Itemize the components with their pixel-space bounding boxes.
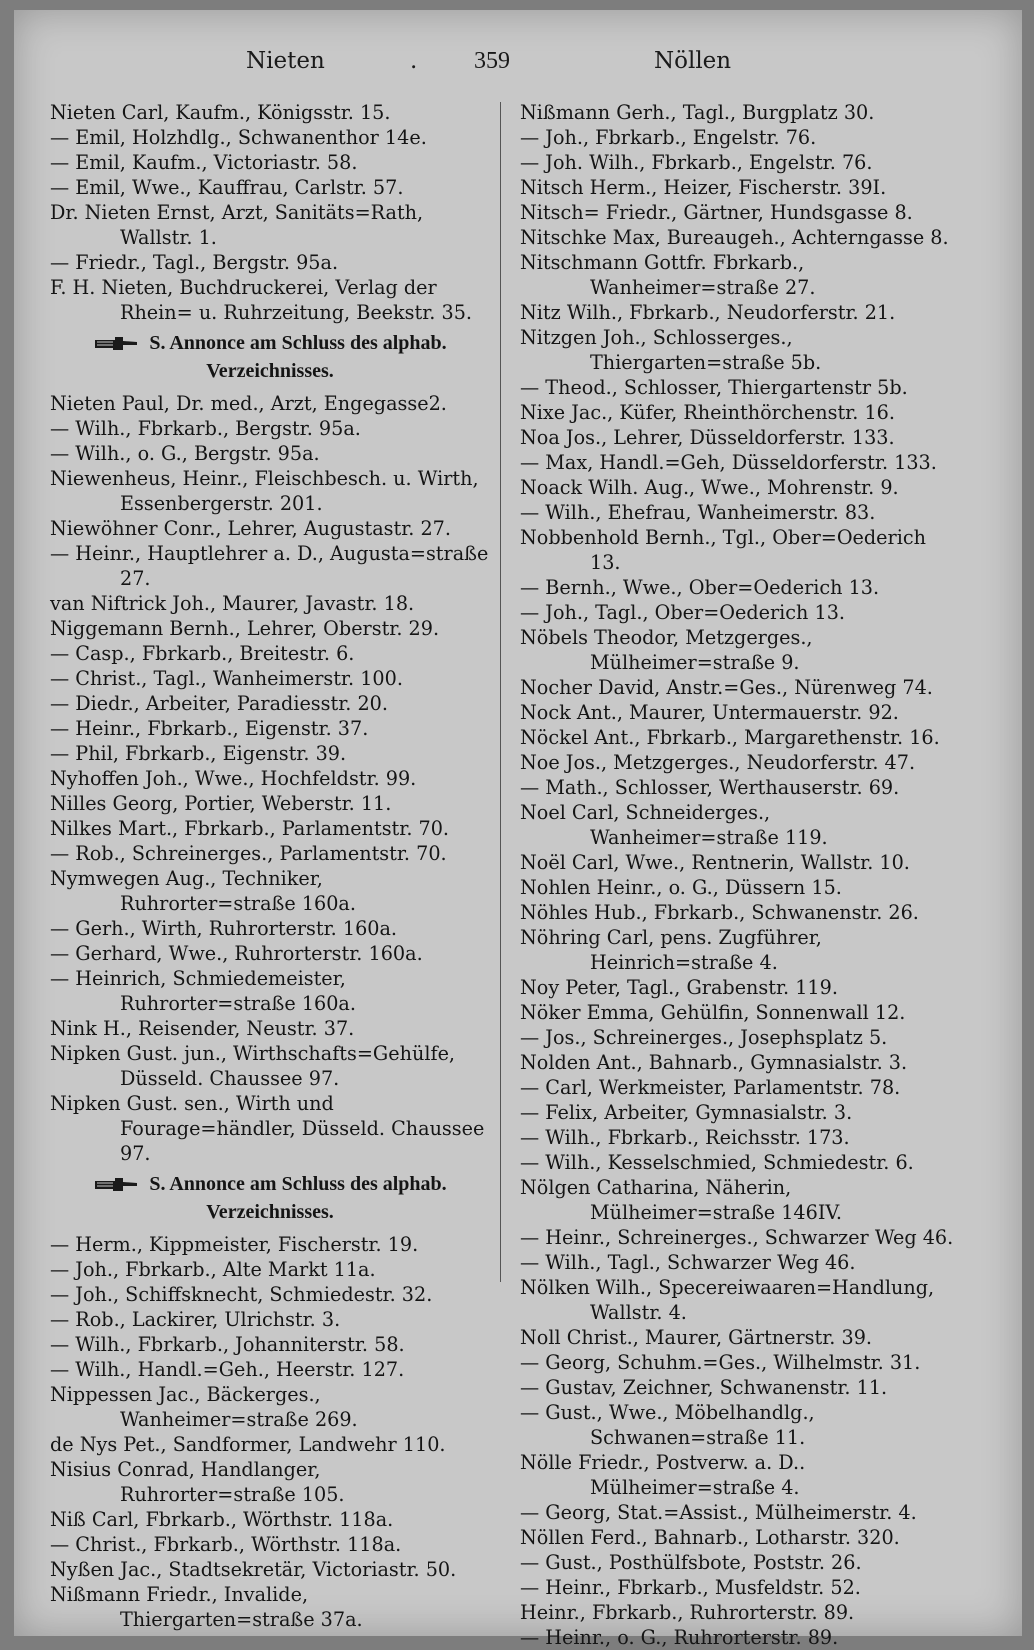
directory-entry: — Wilh., o. G., Bergstr. 95a. bbox=[50, 442, 320, 465]
directory-entry: Nilles Georg, Portier, Weberstr. 11. bbox=[50, 792, 392, 815]
directory-entry: — Bernh., Wwe., Ober=Oederich 13. bbox=[520, 576, 880, 599]
directory-entry: — Diedr., Arbeiter, Paradiesstr. 20. bbox=[50, 692, 388, 715]
directory-entry: — Emil, Holzhdlg., Schwanenthor 14e. bbox=[50, 126, 427, 149]
directory-entry: — Georg, Stat.=Assist., Mülheimerstr. 4. bbox=[520, 1501, 917, 1524]
directory-entry: Nöbels Theodor, Metzgerges., Mülheimer=straße 9. bbox=[520, 626, 819, 674]
directory-entry: Nißmann Friedr., Invalide, Thiergarten=straße 37a. bbox=[50, 1583, 363, 1631]
pointing-hand-icon bbox=[93, 1177, 139, 1193]
directory-entry: — Christ., Fbrkarb., Wörthstr. 118a. bbox=[50, 1533, 402, 1556]
directory-entry: Noack Wilh. Aug., Wwe., Mohrenstr. 9. bbox=[520, 476, 899, 499]
directory-entry: — Heinr., Schreinerges., Schwarzer Weg 46. bbox=[520, 1226, 954, 1249]
advertisement-note-text: S. Annonce am Schluss des alphab. Verzeichnisses. bbox=[149, 1173, 452, 1223]
directory-entry: Noa Jos., Lehrer, Düsseldorferstr. 133. bbox=[520, 426, 895, 449]
directory-entry: Nitschke Max, Bureaugeh., Achterngasse 8. bbox=[520, 226, 949, 249]
directory-entry: Nölgen Catharina, Näherin, Mülheimer=straße 146IV. bbox=[520, 1176, 843, 1224]
directory-entry: Nöhring Carl, pens. Zugführer, Heinrich=straße 4. bbox=[520, 926, 829, 974]
left-column bbox=[50, 100, 495, 1632]
directory-entry: — Wilh., Fbrkarb., Bergstr. 95a. bbox=[50, 417, 361, 440]
directory-entry: — Theod., Schlosser, Thiergartenstr 5b. bbox=[520, 376, 908, 399]
directory-entry: — Rob., Lackirer, Ulrichstr. 3. bbox=[50, 1308, 341, 1331]
directory-entry: — Gust., Wwe., Möbelhandlg., Schwanen=straße 11. bbox=[520, 1401, 821, 1449]
directory-entry: — Heinr., Fbrkarb., Eigenstr. 37. bbox=[50, 717, 369, 740]
directory-entry: Nink H., Reisender, Neustr. 37. bbox=[50, 1017, 355, 1040]
directory-entry: Noy Peter, Tagl., Grabenstr. 119. bbox=[520, 976, 838, 999]
directory-entry: — Math., Schlosser, Werthauserstr. 69. bbox=[520, 776, 900, 799]
right-column bbox=[520, 100, 960, 1650]
directory-entry: Nöhles Hub., Fbrkarb., Schwanenstr. 26. bbox=[520, 901, 919, 924]
directory-entry: — Casp., Fbrkarb., Breitestr. 6. bbox=[50, 642, 355, 665]
directory-entry: — Wilh., Kesselschmied, Schmiedestr. 6. bbox=[520, 1151, 914, 1174]
directory-entry: Noel Carl, Schneiderges., Wanheimer=straße 119. bbox=[520, 801, 828, 849]
page-number: 359 bbox=[474, 48, 510, 74]
directory-entry: — Wilh., Ehefrau, Wanheimerstr. 83. bbox=[520, 501, 876, 524]
directory-entry: — Wilh., Tagl., Schwarzer Weg 46. bbox=[520, 1251, 856, 1274]
directory-entry: — Joh., Fbrkarb., Engelstr. 76. bbox=[520, 126, 817, 149]
directory-entry: — Heinr., o. G., Ruhrorterstr. 89. bbox=[520, 1626, 839, 1649]
directory-entry: Nobbenhold Bernh., Tgl., Ober=Oederich 13. bbox=[520, 526, 933, 574]
directory-entry: Nipken Gust. sen., Wirth und Fourage=händler, Düsseld. Chaussee 97. bbox=[50, 1092, 491, 1165]
header-dot: . bbox=[410, 48, 418, 74]
directory-entry: Nyßen Jac., Stadtsekretär, Victoriastr. 50. bbox=[50, 1558, 457, 1581]
directory-entry: — Herm., Kippmeister, Fischerstr. 19. bbox=[50, 1233, 419, 1256]
directory-entry: — Gerhard, Wwe., Ruhrorterstr. 160a. bbox=[50, 942, 423, 965]
directory-entry: Noe Jos., Metzgerges., Neudorferstr. 47. bbox=[520, 751, 916, 774]
directory-entry: Nöckel Ant., Fbrkarb., Margarethenstr. 16. bbox=[520, 726, 940, 749]
directory-entry: — Jos., Schreinerges., Josephsplatz 5. bbox=[520, 1026, 888, 1049]
directory-entry: Niß Carl, Fbrkarb., Wörthstr. 118a. bbox=[50, 1508, 394, 1531]
directory-entry: Nißmann Gerh., Tagl., Burgplatz 30. bbox=[520, 101, 875, 124]
directory-entry: Nolden Ant., Bahnarb., Gymnasialstr. 3. bbox=[520, 1051, 908, 1074]
directory-entry: Nocher David, Anstr.=Ges., Nürenweg 74. bbox=[520, 676, 933, 699]
directory-entry: — Emil, Kaufm., Victoriastr. 58. bbox=[50, 151, 358, 174]
pointing-hand-icon bbox=[93, 336, 139, 352]
directory-entry: Nock Ant., Maurer, Untermauerstr. 92. bbox=[520, 701, 899, 724]
directory-entry: — Wilh., Handl.=Geh., Heerstr. 127. bbox=[50, 1358, 405, 1381]
directory-entry: — Max, Handl.=Geh, Düsseldorferstr. 133. bbox=[520, 451, 937, 474]
directory-entry: F. H. Nieten, Buchdruckerei, Verlag der Rhein= u. Ruhrzeitung, Beekstr. 35. bbox=[50, 276, 472, 324]
header-left-word: Nieten bbox=[246, 48, 325, 74]
directory-entry: Niggemann Bernh., Lehrer, Oberstr. 29. bbox=[50, 617, 440, 640]
directory-entry: Nipken Gust. jun., Wirthschafts=Gehülfe, Düsseld. Chaussee 97. bbox=[50, 1042, 462, 1090]
directory-entry: Nitsch Herm., Heizer, Fischerstr. 39I. bbox=[520, 176, 887, 199]
directory-entry: Nölle Friedr., Postverw. a. D.. Mülheimer=straße 4. bbox=[520, 1451, 812, 1499]
directory-entry: Nymwegen Aug., Techniker, Ruhrorter=straße 160a. bbox=[50, 867, 356, 915]
directory-entry: — Wilh., Fbrkarb., Johanniterstr. 58. bbox=[50, 1333, 405, 1356]
directory-entry: — Heinrich, Schmiedemeister, Ruhrorter=straße 160a. bbox=[50, 967, 356, 1015]
directory-entry: — Carl, Werkmeister, Parlamentstr. 78. bbox=[520, 1076, 901, 1099]
header-right-word: Nöllen bbox=[654, 48, 732, 74]
directory-entry: Nixe Jac., Küfer, Rheinthörchenstr. 16. bbox=[520, 401, 895, 424]
directory-entry: Nohlen Heinr., o. G., Düssern 15. bbox=[520, 876, 842, 899]
directory-entry: — Friedr., Tagl., Bergstr. 95a. bbox=[50, 251, 339, 274]
directory-entry: — Joh. Wilh., Fbrkarb., Engelstr. 76. bbox=[520, 151, 873, 174]
directory-entry: Nyhoffen Joh., Wwe., Hochfeldstr. 99. bbox=[50, 767, 417, 790]
directory-entry: Nilkes Mart., Fbrkarb., Parlamentstr. 70. bbox=[50, 817, 450, 840]
directory-entry: — Gust., Posthülfsbote, Poststr. 26. bbox=[520, 1551, 862, 1574]
directory-entry: Niewenheus, Heinr., Fleischbesch. u. Wirth, Essenbergerstr. 201. bbox=[50, 467, 485, 515]
directory-entry: Nieten Paul, Dr. med., Arzt, Engegasse2. bbox=[50, 392, 447, 415]
directory-entry: — Joh., Fbrkarb., Alte Markt 11a. bbox=[50, 1258, 376, 1281]
directory-entry: Noll Christ., Maurer, Gärtnerstr. 39. bbox=[520, 1326, 873, 1349]
directory-entry: Nippessen Jac., Bäckerges., Wanheimer=straße 269. bbox=[50, 1383, 358, 1431]
directory-entry: van Niftrick Joh., Maurer, Javastr. 18. bbox=[50, 592, 415, 615]
directory-entry: — Joh., Tagl., Ober=Oederich 13. bbox=[520, 601, 846, 624]
directory-entry: Nöker Emma, Gehülfin, Sonnenwall 12. bbox=[520, 1001, 906, 1024]
directory-entry: Nitzgen Joh., Schlosserges., Thiergarten=straße 5b. bbox=[520, 326, 822, 374]
directory-entry: Noël Carl, Wwe., Rentnerin, Wallstr. 10. bbox=[520, 851, 910, 874]
directory-entry: — Christ., Tagl., Wanheimerstr. 100. bbox=[50, 667, 403, 690]
directory-entry: Nitschmann Gottfr. Fbrkarb., Wanheimer=straße 27. bbox=[520, 251, 816, 299]
directory-entry: Nitz Wilh., Fbrkarb., Neudorferstr. 21. bbox=[520, 301, 896, 324]
directory-entry: Heinr., Fbrkarb., Ruhrorterstr. 89. bbox=[520, 1601, 855, 1624]
directory-entry: Nieten Carl, Kaufm., Königsstr. 15. bbox=[50, 101, 391, 124]
directory-entry: Nisius Conrad, Handlanger, Ruhrorter=straße 105. bbox=[50, 1458, 345, 1506]
directory-entry: Dr. Nieten Ernst, Arzt, Sanitäts=Rath, Wallstr. 1. bbox=[50, 201, 430, 249]
directory-page bbox=[14, 10, 1022, 1649]
directory-entry: — Gustav, Zeichner, Schwanenstr. 11. bbox=[520, 1376, 888, 1399]
directory-entry: — Wilh., Fbrkarb., Reichsstr. 173. bbox=[520, 1126, 850, 1149]
directory-entry: Niewöhner Conr., Lehrer, Augustastr. 27. bbox=[50, 517, 451, 540]
directory-entry: Nölken Wilh., Specereiwaaren=Handlung, Wallstr. 4. bbox=[520, 1276, 941, 1324]
directory-entry: — Emil, Wwe., Kauffrau, Carlstr. 57. bbox=[50, 176, 404, 199]
directory-entry: — Heinr., Fbrkarb., Musfeldstr. 52. bbox=[520, 1576, 861, 1599]
advertisement-note-text: S. Annonce am Schluss des alphab. Verzeichnisses. bbox=[149, 332, 452, 382]
directory-entry: — Georg, Schuhm.=Ges., Wilhelmstr. 31. bbox=[520, 1351, 921, 1374]
directory-entry: — Heinr., Hauptlehrer a. D., Augusta=straße 27. bbox=[50, 542, 495, 590]
directory-entry: de Nys Pet., Sandformer, Landwehr 110. bbox=[50, 1433, 446, 1456]
directory-entry: — Rob., Schreinerges., Parlamentstr. 70. bbox=[50, 842, 447, 865]
directory-entry: — Joh., Schiffsknecht, Schmiedestr. 32. bbox=[50, 1283, 433, 1306]
advertisement-note bbox=[50, 1170, 490, 1226]
advertisement-note bbox=[50, 329, 490, 385]
column-divider bbox=[500, 102, 501, 1282]
directory-entry: — Gerh., Wirth, Ruhrorterstr. 160a. bbox=[50, 917, 398, 940]
directory-entry: — Felix, Arbeiter, Gymnasialstr. 3. bbox=[520, 1101, 853, 1124]
directory-entry: — Phil, Fbrkarb., Eigenstr. 39. bbox=[50, 742, 347, 765]
directory-entry: Nöllen Ferd., Bahnarb., Lotharstr. 320. bbox=[520, 1526, 900, 1549]
directory-entry: Nitsch= Friedr., Gärtner, Hundsgasse 8. bbox=[520, 201, 913, 224]
